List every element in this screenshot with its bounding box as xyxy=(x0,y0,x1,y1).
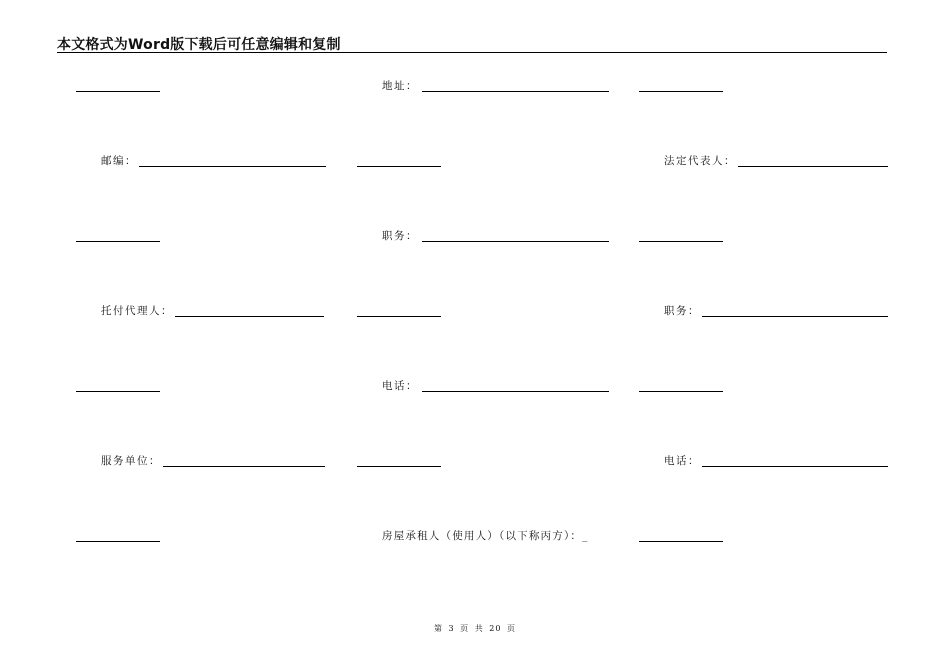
agent-position-field[interactable] xyxy=(702,304,888,317)
form-row-phone xyxy=(0,372,950,392)
blank-line-left[interactable] xyxy=(76,229,160,242)
document-header-title: 本文格式为Word版下载后可任意编辑和复制 xyxy=(57,37,341,53)
blank-line-right[interactable] xyxy=(639,229,723,242)
address-field[interactable] xyxy=(422,79,609,92)
blank-line-right[interactable] xyxy=(639,529,723,542)
footer-total-pages: 20 xyxy=(489,624,502,633)
footer-page-unit: 页 xyxy=(460,624,470,633)
postcode-field[interactable] xyxy=(139,154,326,167)
legal-representative-label: 法定代表人： xyxy=(664,155,736,167)
header-divider xyxy=(57,52,887,53)
footer-total-prefix: 共 xyxy=(474,624,484,633)
address-label: 地址： xyxy=(382,80,418,92)
position-field[interactable] xyxy=(422,229,609,242)
form-row-lessee xyxy=(0,522,950,542)
footer-page-number: 3 xyxy=(448,624,455,633)
blank-line-middle[interactable] xyxy=(357,454,441,467)
employer-phone-field[interactable] xyxy=(702,454,888,467)
footer-total-unit: 页 xyxy=(507,624,516,633)
footer-prefix: 第 xyxy=(433,624,443,633)
authorized-agent-label: 托付代理人： xyxy=(101,305,173,317)
employer-field[interactable] xyxy=(163,454,325,467)
blank-line-left[interactable] xyxy=(76,79,160,92)
phone-label: 电话： xyxy=(382,380,418,392)
blank-line-middle[interactable] xyxy=(357,154,441,167)
legal-representative-field[interactable] xyxy=(738,154,888,167)
employer-label: 服务单位： xyxy=(101,455,161,467)
blank-line-right[interactable] xyxy=(639,79,723,92)
blank-line-middle[interactable] xyxy=(357,304,441,317)
position-label: 职务： xyxy=(382,230,418,242)
agent-position-label: 职务： xyxy=(664,305,700,317)
form-row-agent xyxy=(0,297,950,317)
form-row-employer xyxy=(0,447,950,467)
authorized-agent-field[interactable] xyxy=(175,304,324,317)
form-row-address xyxy=(0,72,950,92)
page-footer xyxy=(0,623,950,634)
form-row-postcode xyxy=(0,147,950,167)
blank-line-right[interactable] xyxy=(639,379,723,392)
employer-phone-label: 电话： xyxy=(664,455,700,467)
phone-field[interactable] xyxy=(422,379,609,392)
blank-line-left[interactable] xyxy=(76,529,160,542)
postcode-label: 邮编： xyxy=(101,155,137,167)
form-row-position xyxy=(0,222,950,242)
blank-line-left[interactable] xyxy=(76,379,160,392)
lessee-label: 房屋承租人（使用人）（以下称丙方）：_ xyxy=(382,530,589,542)
